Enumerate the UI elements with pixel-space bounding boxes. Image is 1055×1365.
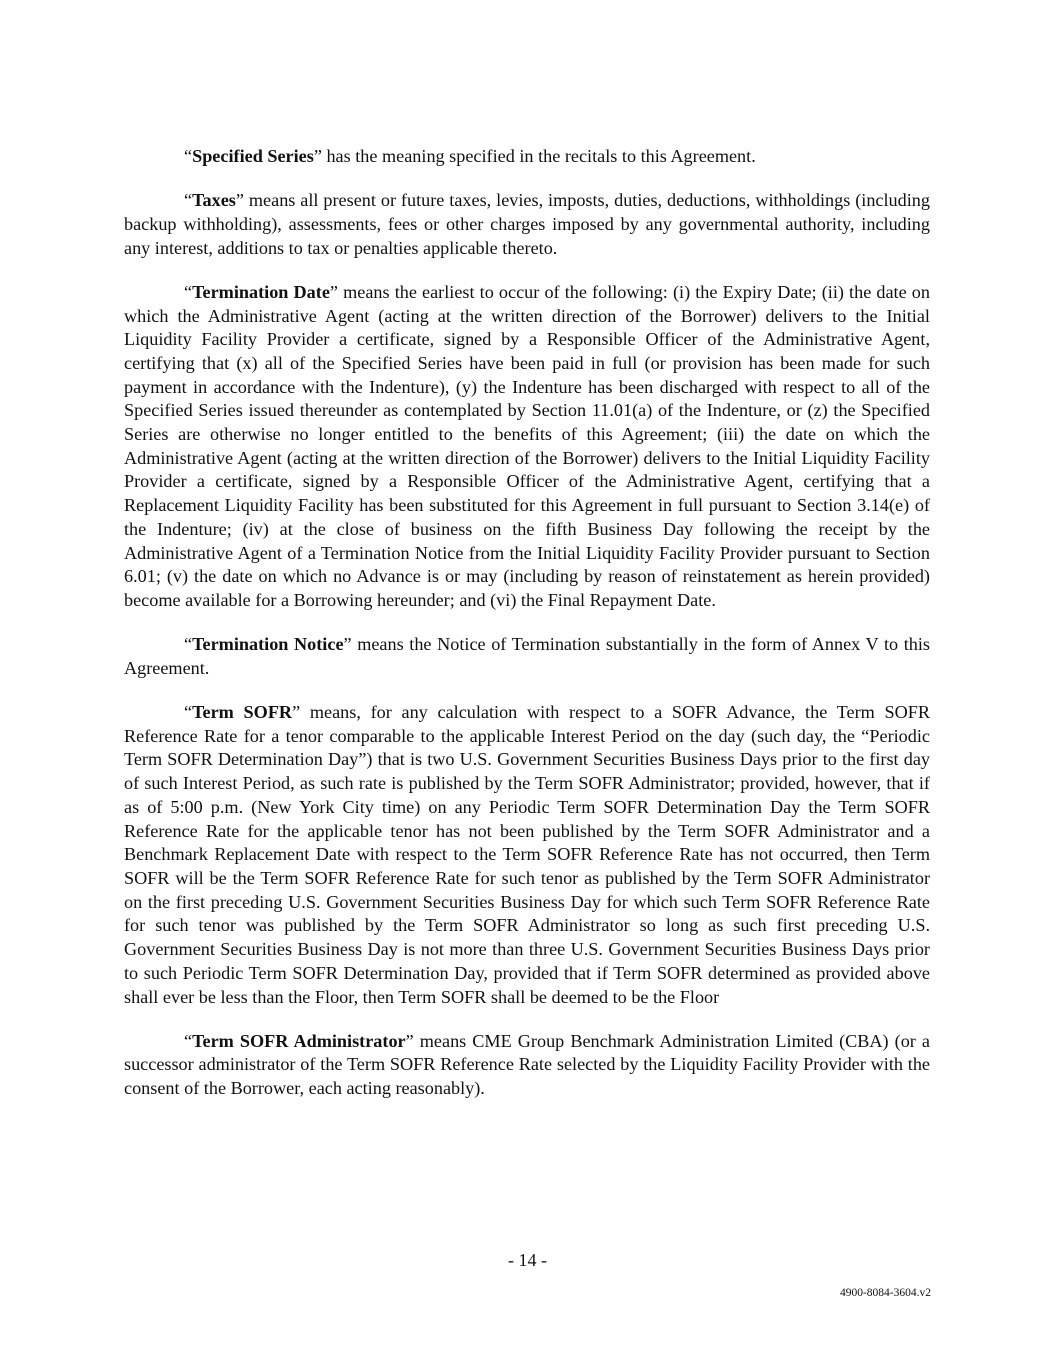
open-quote: “: [184, 1030, 193, 1051]
definition-termination-notice: [124, 633, 930, 680]
open-quote: “: [184, 281, 193, 302]
defined-term: Termination Date: [192, 281, 330, 302]
definition-taxes: [124, 189, 930, 260]
close-quote: ”: [313, 146, 322, 166]
definition-text: means the Notice of Termination substantially in the form of Annex V to this Agreement.: [124, 634, 930, 678]
defined-term: Term SOFR Administrator: [192, 1030, 406, 1051]
defined-term: Specified Series: [192, 146, 314, 166]
page-number: - 14 -: [508, 1250, 547, 1270]
close-quote: ”: [405, 1030, 414, 1051]
open-quote: “: [184, 634, 193, 655]
close-quote: ”: [343, 634, 352, 655]
defined-term: Taxes: [192, 190, 236, 211]
document-id: 4900-8084-3604.v2: [839, 1287, 931, 1299]
definition-text: has the meaning specified in the recitals to this Agreement.: [321, 146, 756, 166]
definition-term-sofr: [124, 701, 930, 1009]
close-quote: ”: [292, 702, 301, 723]
close-quote: ”: [235, 190, 244, 211]
defined-term: Termination Notice: [192, 634, 344, 655]
defined-term: Term SOFR: [192, 702, 293, 723]
definition-term-sofr-administrator: [124, 1030, 930, 1101]
open-quote: “: [184, 146, 193, 166]
open-quote: “: [184, 190, 193, 211]
close-quote: ”: [329, 281, 338, 302]
definition-text: means the earliest to occur of the following: (i) the Expiry Date; (ii) the date on which the Administrative Agent (acting at the written direction of the Borrower) delivers to the Initial Liquidity Facility Provider a certificate, signed by a Responsible Officer of the Administrative Agent, certifying that (x) all of the Specified Series have been paid in full (or provision has been made for such payment in accordance with the Indenture), (y) the Indenture has been discharged with respect to all of the Specified Series issued thereunder as contemplated by Section 11.01(a) of the Indenture, or (z) the Specified Series are otherwise no longer entitled to the benefits of this Agreement; (iii) the date on which the Administrative Agent (acting at the written direction of the Borrower) delivers to the Initial Liquidity Facility Provider a certificate, signed by a Responsible Officer of the Administrative Agent, certifying that a Replacement Liquidity Facility has been substituted for this Agreement in full pursuant to Section 3.14(e) of the Indenture; (iv) at the close of business on the fifth Business Day following the receipt by the Administrative Agent of a Termination Notice from the Initial Liquidity Facility Provider pursuant to Section 6.01; (v) the date on which no Advance is or may (including by reason of reinstatement as herein provided) become available for a Borrowing hereunder; and (vi) the Final Repayment Date.: [124, 281, 930, 610]
definition-text: means CME Group Benchmark Administration Limited (CBA) (or a successor administrator of the Term SOFR Reference Rate selected by the Liquidity Facility Provider with the consent of the Borrower, each acting reasonably).: [124, 1030, 930, 1099]
definition-text: means all present or future taxes, levies, imposts, duties, deductions, withholdings (including backup withholding), assessments, fees or other charges imposed by any governmental authority, including any interest, additions to tax or penalties applicable thereto.: [124, 190, 930, 258]
definition-text: means, for any calculation with respect to a SOFR Advance, the Term SOFR Reference Rate for a tenor comparable to the applicable Interest Period on the day (such day, the “Periodic Term SOFR Determination Day”) that is two U.S. Government Securities Business Days prior to the first day of such Interest Period, as such rate is published by the Term SOFR Administrator; provided, however, that if as of 5:00 p.m. (New York City time) on any Periodic Term SOFR Determination Day the Term SOFR Reference Rate for the applicable tenor has not been published by the Term SOFR Administrator and a Benchmark Replacement Date with respect to the Term SOFR Reference Rate has not occurred, then Term SOFR will be the Term SOFR Reference Rate for such tenor as published by the Term SOFR Administrator on the first preceding U.S. Government Securities Business Day for which such Term SOFR Reference Rate for such tenor was published by the Term SOFR Administrator so long as such first preceding U.S. Government Securities Business Day is not more than three U.S. Government Securities Business Days prior to such Periodic Term SOFR Determination Day, provided that if Term SOFR determined as provided above shall ever be less than the Floor, then Term SOFR shall be deemed to be the Floor: [124, 702, 930, 1007]
open-quote: “: [184, 702, 193, 723]
document-body: [124, 145, 930, 1121]
definition-specified-series: [124, 145, 930, 169]
definition-termination-date: [124, 281, 930, 613]
